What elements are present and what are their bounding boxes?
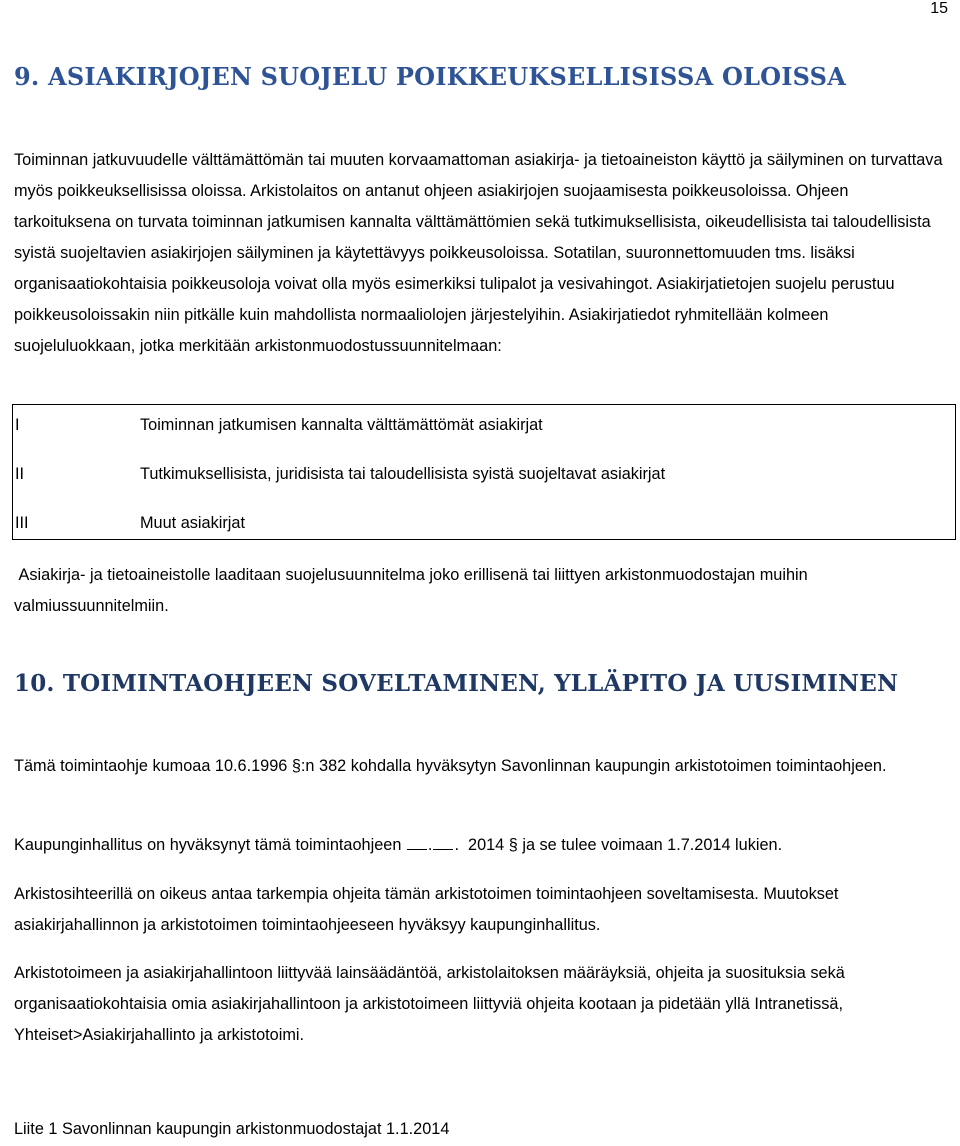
section-9-heading: 9. ASIAKIRJOJEN SUOJELU POIKKEUKSELLISISSA OLOISSA xyxy=(14,62,847,91)
approval-suffix: 2014 § ja se tulee voimaan 1.7.2014 lukien. xyxy=(468,836,783,854)
protection-class-row xyxy=(13,508,955,538)
protection-class-description: Toiminnan jatkumisen kannalta välttämättömät asiakirjat xyxy=(140,416,543,434)
approval-prefix: Kaupunginhallitus on hyväksynyt tämä toimintaohjeen xyxy=(14,836,402,854)
page-number: 15 xyxy=(930,0,948,17)
protection-class-description: Tutkimuksellisista, juridisista tai taloudellisista syistä suojeltavat asiakirjat xyxy=(140,465,666,483)
authority-paragraph: Arkistosihteerillä on oikeus antaa tarkempia ohjeita tämän arkistotoimen toimintaohjeen soveltamisesta. Muutokset asiakirjahallinnon ja arkistotoimen toimintaohjeeseen hyväksyy kaupunginhallitus. xyxy=(14,885,839,934)
protection-class-number: I xyxy=(15,416,20,434)
protection-class-row xyxy=(13,410,955,440)
protection-class-description: Muut asiakirjat xyxy=(140,514,245,532)
intranet-paragraph: Arkistotoimeen ja asiakirjahallintoon liittyvää lainsäädäntöä, arkistolaitoksen määräyksiä, ohjeita ja suosituksia sekä organisaatiokohtaisia omia asiakirjahallintoon ja arkistotoimeen liittyviä ohjeita kootaan ja pidetään yllä Intranetissä, Yhteiset>Asiakirjahallinto ja arkistotoimi. xyxy=(14,964,845,1044)
protection-class-number: III xyxy=(15,514,29,532)
protection-class-table xyxy=(12,404,956,540)
protection-plan-text: Asiakirja- ja tietoaineistolle laaditaan suojelusuunnitelma joko erillisenä tai liittyen arkistonmuodostajan muihin valmiussuunnitelmiin. xyxy=(14,566,808,615)
section-9-intro-paragraph: Toiminnan jatkuvuudelle välttämättömän tai muuten korvaamattoman asiakirja- ja tietoaineiston käyttö ja säilyminen on turvattava myös poikkeuksellisissa oloissa. Arkistolaitos on antanut ohjeen asiakirjojen suojaamisesta poikkeusoloissa. Ohjeen tarkoituksena on turvata toiminnan jatkumisen kannalta välttämättömien sekä tutkimuksellisista, oikeudellisista tai taloudellisista syistä suojeltavien asiakirjojen säilyminen ja käytettävyys poikkeusoloissa. Sotatilan, suuronnettomuuden tms. lisäksi organisaatiokohtaisia poikkeusoloja voivat olla myös esimerkiksi tulipalot ja vesivahingot. Asiakirjatietojen suojelu perustuu poikkeusoloissakin niin pitkälle kuin mahdollista normaaliolojen järjestelyihin. Asiakirjatiedot ryhmitellään kolmeen suojeluluokkaan, jotka merkitään arkistonmuodostussuunnitelmaan: xyxy=(14,151,943,355)
section-10-heading: 10. TOIMINTAOHJEEN SOVELTAMINEN, YLLÄPITO JA UUSIMINEN xyxy=(14,670,899,697)
attachment-note: Liite 1 Savonlinnan kaupungin arkistonmuodostajat 1.1.2014 xyxy=(14,1120,450,1138)
protection-plan-paragraph xyxy=(14,560,949,622)
month-blank xyxy=(433,835,453,850)
protection-class-row xyxy=(13,459,955,489)
protection-class-number: II xyxy=(15,465,25,483)
approval-paragraph: Kaupunginhallitus on hyväksynyt tämä toimintaohjeen . . 2014 § ja se tulee voimaan 1.7.2014 lukien. xyxy=(14,836,783,854)
repeal-paragraph: Tämä toimintaohje kumoaa 10.6.1996 §:n 382 kohdalla hyväksytyn Savonlinnan kaupungin arkistotoimen toimintaohjeen. xyxy=(14,757,887,775)
day-blank xyxy=(407,835,427,850)
